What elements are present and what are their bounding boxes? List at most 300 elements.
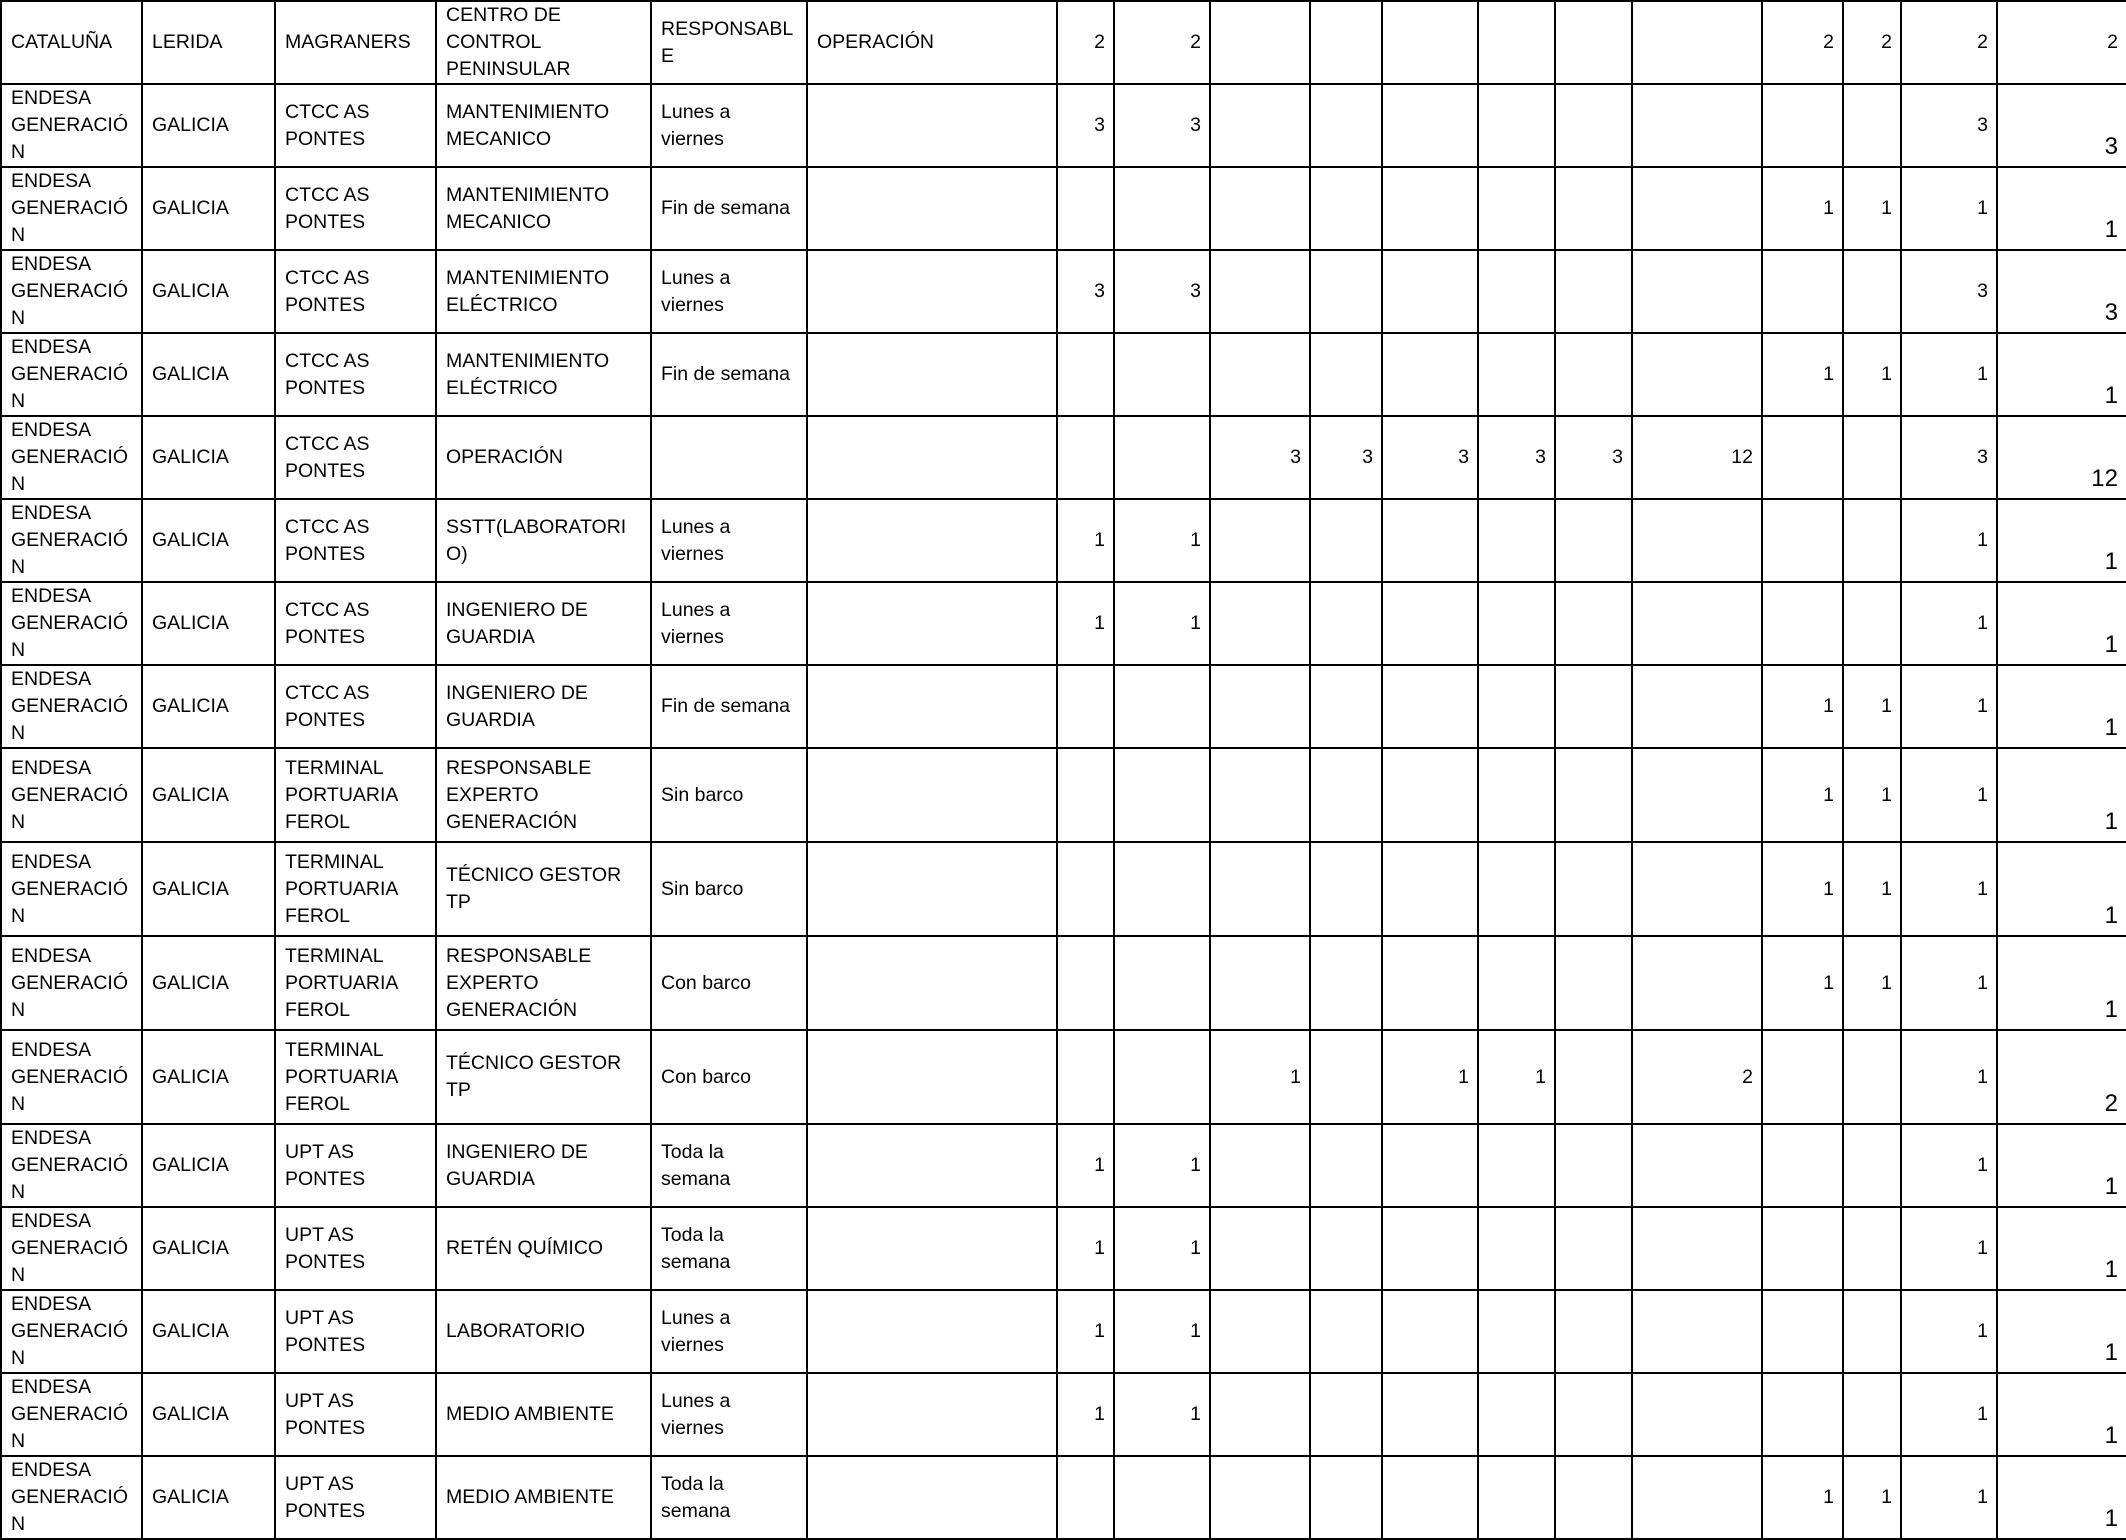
- count-cell: [1114, 1456, 1210, 1539]
- area-cell: SSTT(LABORATORIO): [436, 499, 651, 582]
- count-cell: [1382, 1456, 1478, 1539]
- count-cell: [1632, 665, 1762, 748]
- site-cell: CTCC AS PONTES: [275, 84, 436, 167]
- role-cell: [807, 1373, 1057, 1456]
- count-cell: 1: [1843, 1456, 1901, 1539]
- count-cell: [1382, 1124, 1478, 1207]
- schedule-cell: [651, 416, 807, 499]
- region-cell: GALICIA: [142, 1373, 275, 1456]
- count-cell: 1: [1762, 167, 1843, 250]
- count-cell: 3: [1901, 250, 1997, 333]
- count-cell: [1210, 1124, 1310, 1207]
- count-cell: 1: [1762, 1456, 1843, 1539]
- count-cell: [1114, 748, 1210, 842]
- count-cell: [1632, 1207, 1762, 1290]
- site-cell: UPT AS PONTES: [275, 1124, 436, 1207]
- count-cell: [1210, 1456, 1310, 1539]
- count-cell: 1: [1762, 842, 1843, 936]
- role-cell: [807, 665, 1057, 748]
- company-cell: ENDESA GENERACIÓN: [1, 1207, 142, 1290]
- count-cell: 3: [1901, 84, 1997, 167]
- count-cell: [1057, 167, 1114, 250]
- total-cell: 12: [1997, 416, 2126, 499]
- count-cell: 2: [1901, 1, 1997, 84]
- site-cell: CTCC AS PONTES: [275, 499, 436, 582]
- count-cell: [1555, 333, 1632, 416]
- total-cell: 1: [1997, 1290, 2126, 1373]
- company-cell: ENDESA GENERACIÓN: [1, 842, 142, 936]
- count-cell: [1632, 582, 1762, 665]
- role-cell: [807, 250, 1057, 333]
- table-row: [1, 250, 2126, 333]
- count-cell: [1382, 842, 1478, 936]
- count-cell: [1382, 936, 1478, 1030]
- count-cell: [1632, 499, 1762, 582]
- site-cell: UPT AS PONTES: [275, 1290, 436, 1373]
- role-cell: [807, 416, 1057, 499]
- count-cell: [1382, 250, 1478, 333]
- region-cell: GALICIA: [142, 936, 275, 1030]
- site-cell: CTCC AS PONTES: [275, 416, 436, 499]
- count-cell: [1382, 167, 1478, 250]
- count-cell: [1843, 499, 1901, 582]
- site-cell: TERMINAL PORTUARIA FEROL: [275, 842, 436, 936]
- site-cell: CTCC AS PONTES: [275, 250, 436, 333]
- count-cell: 1: [1843, 665, 1901, 748]
- region-cell: GALICIA: [142, 416, 275, 499]
- count-cell: 1: [1901, 1030, 1997, 1124]
- count-cell: [1114, 665, 1210, 748]
- site-cell: MAGRANERS: [275, 1, 436, 84]
- schedule-cell: Lunes a viernes: [651, 582, 807, 665]
- count-cell: 1: [1057, 582, 1114, 665]
- count-cell: 1: [1901, 582, 1997, 665]
- count-cell: [1762, 250, 1843, 333]
- table-row: [1, 936, 2126, 1030]
- count-cell: 1: [1901, 167, 1997, 250]
- count-cell: 1: [1901, 665, 1997, 748]
- area-cell: MEDIO AMBIENTE: [436, 1456, 651, 1539]
- area-cell: INGENIERO DE GUARDIA: [436, 1124, 651, 1207]
- count-cell: 1: [1901, 842, 1997, 936]
- company-cell: ENDESA GENERACIÓN: [1, 1456, 142, 1539]
- count-cell: [1310, 333, 1382, 416]
- count-cell: [1310, 84, 1382, 167]
- count-cell: 1: [1114, 1207, 1210, 1290]
- count-cell: [1478, 936, 1555, 1030]
- count-cell: 1: [1057, 499, 1114, 582]
- total-cell: 3: [1997, 84, 2126, 167]
- count-cell: 1: [1114, 1290, 1210, 1373]
- count-cell: [1057, 1030, 1114, 1124]
- count-cell: [1310, 748, 1382, 842]
- region-cell: GALICIA: [142, 1290, 275, 1373]
- area-cell: MANTENIMIENTO MECANICO: [436, 84, 651, 167]
- count-cell: 1: [1843, 842, 1901, 936]
- role-cell: [807, 582, 1057, 665]
- schedule-cell: Toda la semana: [651, 1456, 807, 1539]
- area-cell: INGENIERO DE GUARDIA: [436, 582, 651, 665]
- company-cell: ENDESA GENERACIÓN: [1, 84, 142, 167]
- count-cell: 1: [1382, 1030, 1478, 1124]
- count-cell: [1843, 84, 1901, 167]
- total-cell: 1: [1997, 936, 2126, 1030]
- count-cell: 1: [1843, 167, 1901, 250]
- company-cell: ENDESA GENERACIÓN: [1, 333, 142, 416]
- count-cell: [1632, 936, 1762, 1030]
- table-row: [1, 842, 2126, 936]
- count-cell: [1478, 1124, 1555, 1207]
- count-cell: [1555, 1290, 1632, 1373]
- count-cell: [1478, 333, 1555, 416]
- area-cell: RESPONSABLE EXPERTO GENERACIÓN: [436, 748, 651, 842]
- table-row: [1, 1, 2126, 84]
- table-body: [1, 1, 2126, 1539]
- count-cell: 1: [1478, 1030, 1555, 1124]
- region-cell: GALICIA: [142, 84, 275, 167]
- count-cell: [1310, 665, 1382, 748]
- role-cell: [807, 1124, 1057, 1207]
- count-cell: 1: [1901, 333, 1997, 416]
- count-cell: [1843, 1290, 1901, 1373]
- count-cell: [1210, 582, 1310, 665]
- area-cell: MANTENIMIENTO ELÉCTRICO: [436, 250, 651, 333]
- area-cell: OPERACIÓN: [436, 416, 651, 499]
- count-cell: [1057, 333, 1114, 416]
- schedule-cell: Lunes a viernes: [651, 1290, 807, 1373]
- count-cell: [1210, 1207, 1310, 1290]
- region-cell: GALICIA: [142, 333, 275, 416]
- count-cell: [1843, 1124, 1901, 1207]
- count-cell: [1310, 250, 1382, 333]
- table-row: [1, 748, 2126, 842]
- company-cell: ENDESA GENERACIÓN: [1, 167, 142, 250]
- count-cell: 1: [1843, 748, 1901, 842]
- count-cell: [1310, 1373, 1382, 1456]
- count-cell: [1843, 250, 1901, 333]
- company-cell: ENDESA GENERACIÓN: [1, 1290, 142, 1373]
- count-cell: [1382, 333, 1478, 416]
- site-cell: TERMINAL PORTUARIA FEROL: [275, 1030, 436, 1124]
- count-cell: [1555, 167, 1632, 250]
- count-cell: [1762, 84, 1843, 167]
- schedule-cell: Sin barco: [651, 842, 807, 936]
- count-cell: 3: [1310, 416, 1382, 499]
- count-cell: [1382, 1373, 1478, 1456]
- table-row: [1, 333, 2126, 416]
- count-cell: [1382, 1, 1478, 84]
- count-cell: 1: [1762, 748, 1843, 842]
- site-cell: CTCC AS PONTES: [275, 167, 436, 250]
- count-cell: [1310, 1456, 1382, 1539]
- total-cell: 1: [1997, 582, 2126, 665]
- count-cell: 3: [1057, 250, 1114, 333]
- role-cell: [807, 748, 1057, 842]
- table-row: [1, 1290, 2126, 1373]
- count-cell: [1310, 1290, 1382, 1373]
- role-cell: [807, 499, 1057, 582]
- count-cell: [1843, 1207, 1901, 1290]
- count-cell: [1478, 1456, 1555, 1539]
- count-cell: [1310, 842, 1382, 936]
- schedule-cell: Con barco: [651, 936, 807, 1030]
- count-cell: [1632, 333, 1762, 416]
- count-cell: [1310, 499, 1382, 582]
- total-cell: 1: [1997, 842, 2126, 936]
- count-cell: 3: [1114, 250, 1210, 333]
- region-cell: GALICIA: [142, 1124, 275, 1207]
- region-cell: GALICIA: [142, 582, 275, 665]
- role-cell: [807, 1207, 1057, 1290]
- count-cell: [1632, 842, 1762, 936]
- count-cell: [1057, 842, 1114, 936]
- count-cell: 1: [1843, 936, 1901, 1030]
- count-cell: 2: [1632, 1030, 1762, 1124]
- count-cell: [1478, 1290, 1555, 1373]
- count-cell: [1632, 1124, 1762, 1207]
- count-cell: [1210, 748, 1310, 842]
- count-cell: [1762, 582, 1843, 665]
- company-cell: ENDESA GENERACIÓN: [1, 1124, 142, 1207]
- area-cell: INGENIERO DE GUARDIA: [436, 665, 651, 748]
- schedule-cell: Fin de semana: [651, 167, 807, 250]
- total-cell: 3: [1997, 250, 2126, 333]
- count-cell: [1310, 167, 1382, 250]
- company-cell: ENDESA GENERACIÓN: [1, 250, 142, 333]
- count-cell: [1555, 1030, 1632, 1124]
- schedule-cell: Lunes a viernes: [651, 84, 807, 167]
- count-cell: 2: [1762, 1, 1843, 84]
- count-cell: 2: [1843, 1, 1901, 84]
- count-cell: [1555, 1456, 1632, 1539]
- count-cell: [1114, 333, 1210, 416]
- count-cell: [1478, 167, 1555, 250]
- count-cell: [1632, 1456, 1762, 1539]
- total-cell: 1: [1997, 1456, 2126, 1539]
- count-cell: [1310, 1207, 1382, 1290]
- role-cell: [807, 1030, 1057, 1124]
- count-cell: 1: [1210, 1030, 1310, 1124]
- count-cell: 3: [1901, 416, 1997, 499]
- region-cell: LERIDA: [142, 1, 275, 84]
- count-cell: [1210, 333, 1310, 416]
- count-cell: [1632, 250, 1762, 333]
- count-cell: [1382, 84, 1478, 167]
- count-cell: [1555, 250, 1632, 333]
- count-cell: [1382, 1207, 1478, 1290]
- site-cell: UPT AS PONTES: [275, 1456, 436, 1539]
- site-cell: TERMINAL PORTUARIA FEROL: [275, 748, 436, 842]
- count-cell: [1057, 665, 1114, 748]
- count-cell: 3: [1382, 416, 1478, 499]
- count-cell: 3: [1057, 84, 1114, 167]
- company-cell: ENDESA GENERACIÓN: [1, 1030, 142, 1124]
- region-cell: GALICIA: [142, 1456, 275, 1539]
- table-row: [1, 1030, 2126, 1124]
- site-cell: CTCC AS PONTES: [275, 333, 436, 416]
- count-cell: 3: [1114, 84, 1210, 167]
- region-cell: GALICIA: [142, 167, 275, 250]
- schedule-cell: Con barco: [651, 1030, 807, 1124]
- count-cell: [1478, 582, 1555, 665]
- total-cell: 1: [1997, 748, 2126, 842]
- count-cell: [1762, 416, 1843, 499]
- count-cell: [1114, 167, 1210, 250]
- count-cell: 1: [1901, 1290, 1997, 1373]
- count-cell: [1843, 582, 1901, 665]
- count-cell: 1: [1057, 1207, 1114, 1290]
- count-cell: 3: [1478, 416, 1555, 499]
- table-row: [1, 665, 2126, 748]
- role-cell: [807, 842, 1057, 936]
- company-cell: ENDESA GENERACIÓN: [1, 748, 142, 842]
- area-cell: TÉCNICO GESTOR TP: [436, 1030, 651, 1124]
- count-cell: 1: [1057, 1373, 1114, 1456]
- site-cell: TERMINAL PORTUARIA FEROL: [275, 936, 436, 1030]
- company-cell: ENDESA GENERACIÓN: [1, 936, 142, 1030]
- count-cell: [1632, 84, 1762, 167]
- count-cell: [1478, 1, 1555, 84]
- count-cell: [1555, 1373, 1632, 1456]
- count-cell: [1632, 167, 1762, 250]
- role-cell: [807, 1456, 1057, 1539]
- count-cell: 1: [1114, 1373, 1210, 1456]
- count-cell: [1555, 1, 1632, 84]
- area-cell: MANTENIMIENTO MECANICO: [436, 167, 651, 250]
- count-cell: [1114, 936, 1210, 1030]
- count-cell: [1555, 1207, 1632, 1290]
- count-cell: [1382, 582, 1478, 665]
- company-cell: ENDESA GENERACIÓN: [1, 416, 142, 499]
- schedule-cell: Toda la semana: [651, 1124, 807, 1207]
- count-cell: [1210, 167, 1310, 250]
- count-cell: [1632, 748, 1762, 842]
- schedule-cell: Lunes a viernes: [651, 250, 807, 333]
- count-cell: [1478, 499, 1555, 582]
- table-row: [1, 1124, 2126, 1207]
- count-cell: [1210, 250, 1310, 333]
- count-cell: 1: [1901, 1456, 1997, 1539]
- region-cell: GALICIA: [142, 1030, 275, 1124]
- site-cell: CTCC AS PONTES: [275, 582, 436, 665]
- count-cell: [1310, 1124, 1382, 1207]
- table-row: [1, 582, 2126, 665]
- count-cell: [1478, 250, 1555, 333]
- count-cell: [1843, 416, 1901, 499]
- company-cell: ENDESA GENERACIÓN: [1, 665, 142, 748]
- count-cell: [1555, 665, 1632, 748]
- count-cell: [1210, 499, 1310, 582]
- count-cell: 1: [1114, 582, 1210, 665]
- count-cell: [1555, 1124, 1632, 1207]
- total-cell: 2: [1997, 1, 2126, 84]
- count-cell: [1114, 1030, 1210, 1124]
- table-row: [1, 499, 2126, 582]
- count-cell: [1555, 84, 1632, 167]
- count-cell: [1555, 842, 1632, 936]
- role-cell: [807, 936, 1057, 1030]
- total-cell: 1: [1997, 1207, 2126, 1290]
- schedule-cell: RESPONSABLE: [651, 1, 807, 84]
- count-cell: [1057, 748, 1114, 842]
- count-cell: [1762, 499, 1843, 582]
- count-cell: [1210, 842, 1310, 936]
- count-cell: [1210, 84, 1310, 167]
- count-cell: 3: [1555, 416, 1632, 499]
- count-cell: 2: [1114, 1, 1210, 84]
- area-cell: MANTENIMIENTO ELÉCTRICO: [436, 333, 651, 416]
- count-cell: [1843, 1373, 1901, 1456]
- count-cell: [1057, 1456, 1114, 1539]
- count-cell: [1555, 748, 1632, 842]
- count-cell: [1057, 416, 1114, 499]
- schedule-cell: Toda la semana: [651, 1207, 807, 1290]
- count-cell: [1555, 499, 1632, 582]
- table-row: [1, 1207, 2126, 1290]
- count-cell: [1632, 1290, 1762, 1373]
- count-cell: 1: [1762, 665, 1843, 748]
- total-cell: 1: [1997, 167, 2126, 250]
- count-cell: [1114, 842, 1210, 936]
- area-cell: RETÉN QUÍMICO: [436, 1207, 651, 1290]
- company-cell: CATALUÑA: [1, 1, 142, 84]
- count-cell: [1843, 1030, 1901, 1124]
- site-cell: CTCC AS PONTES: [275, 665, 436, 748]
- count-cell: 1: [1901, 748, 1997, 842]
- region-cell: GALICIA: [142, 842, 275, 936]
- total-cell: 1: [1997, 665, 2126, 748]
- count-cell: [1478, 84, 1555, 167]
- count-cell: 1: [1057, 1290, 1114, 1373]
- table-row: [1, 1456, 2126, 1539]
- count-cell: 1: [1901, 1124, 1997, 1207]
- count-cell: 1: [1762, 936, 1843, 1030]
- count-cell: [1382, 748, 1478, 842]
- count-cell: [1382, 499, 1478, 582]
- count-cell: [1310, 936, 1382, 1030]
- total-cell: 2: [1997, 1030, 2126, 1124]
- count-cell: [1210, 1373, 1310, 1456]
- region-cell: GALICIA: [142, 748, 275, 842]
- count-cell: [1478, 665, 1555, 748]
- count-cell: 1: [1762, 333, 1843, 416]
- company-cell: ENDESA GENERACIÓN: [1, 1373, 142, 1456]
- schedule-cell: Sin barco: [651, 748, 807, 842]
- company-cell: ENDESA GENERACIÓN: [1, 582, 142, 665]
- count-cell: 1: [1901, 499, 1997, 582]
- count-cell: [1478, 1207, 1555, 1290]
- total-cell: 1: [1997, 1373, 2126, 1456]
- role-cell: [807, 84, 1057, 167]
- count-cell: 1: [1843, 333, 1901, 416]
- schedule-cell: Lunes a viernes: [651, 1373, 807, 1456]
- area-cell: LABORATORIO: [436, 1290, 651, 1373]
- count-cell: [1057, 936, 1114, 1030]
- count-cell: [1555, 582, 1632, 665]
- role-cell: [807, 1290, 1057, 1373]
- count-cell: [1382, 665, 1478, 748]
- role-cell: [807, 167, 1057, 250]
- count-cell: [1555, 936, 1632, 1030]
- count-cell: [1632, 1, 1762, 84]
- table-row: [1, 167, 2126, 250]
- table-row: [1, 1373, 2126, 1456]
- region-cell: GALICIA: [142, 665, 275, 748]
- count-cell: [1210, 665, 1310, 748]
- count-cell: [1762, 1373, 1843, 1456]
- count-cell: [1762, 1207, 1843, 1290]
- count-cell: 12: [1632, 416, 1762, 499]
